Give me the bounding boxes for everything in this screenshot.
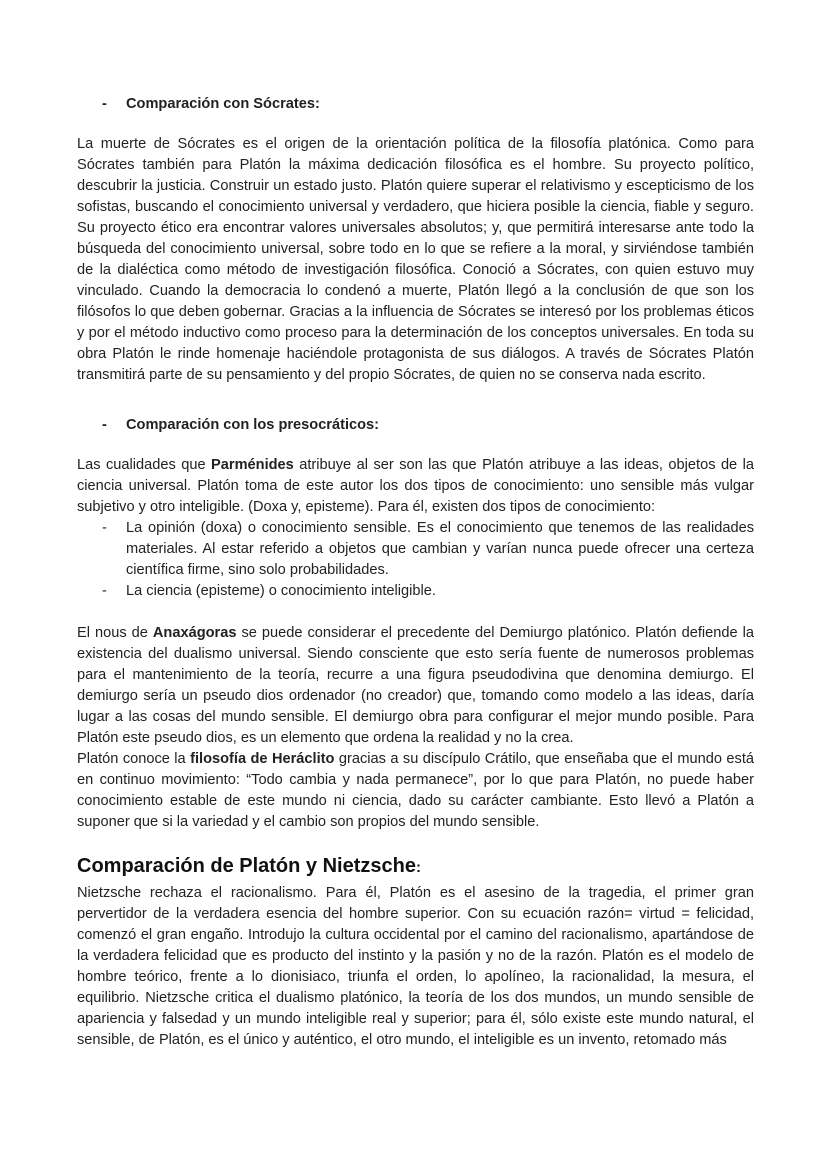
text-run: Platón conoce la [77, 751, 191, 767]
list-item [77, 518, 754, 581]
knowledge-types-list [77, 518, 754, 602]
paragraph-socrates: La muerte de Sócrates es el origen de la orientación política de la filosofía platónica. Como para Sócrates también para Platón la máxima dedicación filosófica es el hombre. Su proyecto político, descubrir la justicia. Construir un estado justo. Platón quiere superar el relativismo y escepticismo de los sofistas, buscando el conocimiento universal y verdadero, que hiciera posible la ciencia, fiable y seguro. Su proyecto ético era encontrar valores universales absolutos; y, que permitirá interesarse ante todo la búsqueda del conocimiento universal, sobre todo en lo que se refiere a la moral, y sirviéndose también de la dialéctica como método de investigación filosófica. Conoció a Sócrates, con quien estuvo muy vinculado. Cuando la democracia lo condenó a muerte, Platón llegó a la conclusión de que son los filósofos lo que deben gobernar. Gracias a la influencia de Sócrates se interesó por los problemas éticos y por el método inductivo como proceso para la determinación de los conceptos universales. En toda su obra Platón le rinde homenaje haciéndole protagonista de sus diálogos. A través de Sócrates Platón transmitirá parte de su pensamiento y del propio Sócrates, de quien no se conserva nada escrito. [77, 136, 754, 383]
bold-term: Parménides [211, 457, 294, 473]
text-run: El nous de [77, 625, 153, 641]
list-dash: - [102, 583, 107, 599]
text-run: atribuye al ser son las que Platón atribuye a las ideas, objetos de la ciencia universal. Platón toma de este autor los dos tipos de conocimiento: uno sensible más vulgar subjetivo y otro inteligible. (Doxa y, episteme). Para él, existen dos tipos de conocimiento: [77, 457, 754, 515]
text-run: gracias a su discípulo Crátilo, que enseñaba que el mundo está en continuo movimiento: “Todo cambia y nada permanece”, por lo que para Platón, no puede haber conocimiento estable de este mundo ni ciencia, dado su carácter cambiante. Esto llevó a Platón a suponer que si la variedad y el cambio son propios del mundo sensible. [77, 751, 754, 830]
list-dash: - [102, 520, 107, 536]
heading-dash: - [102, 417, 107, 433]
text-run: se puede considerar el precedente del Demiurgo platónico. Platón defiende la existencia del dualismo universal. Siendo consciente que esto sería fuente de numerosos problemas para el mantenimiento de la teoría, recurre a una figura pseudodivina que denomina demiurgo. El demiurgo sería un pseudo dios ordenador (no creador) que, tomando como modelo a las ideas, daría lugar a las cosas del mundo sensible. El demiurgo obra para configurar el mejor mundo posible. Para Platón este pseudo dios, es un elemento que ordena la realidad y no la crea. [77, 625, 754, 746]
text-run: Las cualidades que [77, 457, 212, 473]
section-heading-presocraticos [77, 415, 754, 436]
heading-colon: : [415, 859, 421, 876]
list-item [77, 581, 754, 602]
bold-term: filosofía de Heráclito [190, 751, 335, 767]
heading-text: Comparación de Platón y Nietzsche [77, 855, 416, 877]
document-page [77, 86, 754, 1051]
list-item-text: La ciencia (episteme) o conocimiento inteligible. [126, 583, 436, 599]
paragraph-nietzsche: Nietzsche rechaza el racionalismo. Para él, Platón es el asesino de la tragedia, el primer gran pervertidor de la verdadera esencia del hombre superior. Con su ecuación razón= virtud = felicidad, comenzó el gran engaño. Introdujo la cultura occidental por el camino del racionalismo, apartándose de la verdadera felicidad que es producto del instinto y la pasión y no de la razón. Platón es el modelo de hombre teórico, frente a lo dionisiaco, triunfa el orden, lo apolíneo, la racionalidad, la mesura, el equilibrio. Nietzsche critica el dualismo platónico, la teoría de los dos mundos, un mundo sensible de apariencia y falsedad y un mundo inteligible real y superior; para él, sólo existe este mundo natural, el sensible, de Platón, es el único y auténtico, el otro mundo, el inteligible es un invento, retomado más [77, 885, 754, 1048]
paragraph-heraclito [77, 749, 754, 833]
section-heading-nietzsche [77, 853, 754, 881]
section-heading-socrates [77, 94, 754, 115]
paragraph-parmenides [77, 455, 754, 518]
paragraph-anaxagoras [77, 623, 754, 749]
heading-dash: - [102, 96, 107, 112]
heading-text: Comparación con Sócrates: [126, 96, 320, 112]
bold-term: Anaxágoras [152, 625, 237, 641]
heading-text: Comparación con los presocráticos: [126, 417, 380, 433]
list-item-text: La opinión (doxa) o conocimiento sensible. Es el conocimiento que tenemos de las realidades materiales. Al estar referido a objetos que cambian y varían nunca puede ofrecer una certeza científica firme, sino solo probabilidades. [126, 520, 754, 578]
